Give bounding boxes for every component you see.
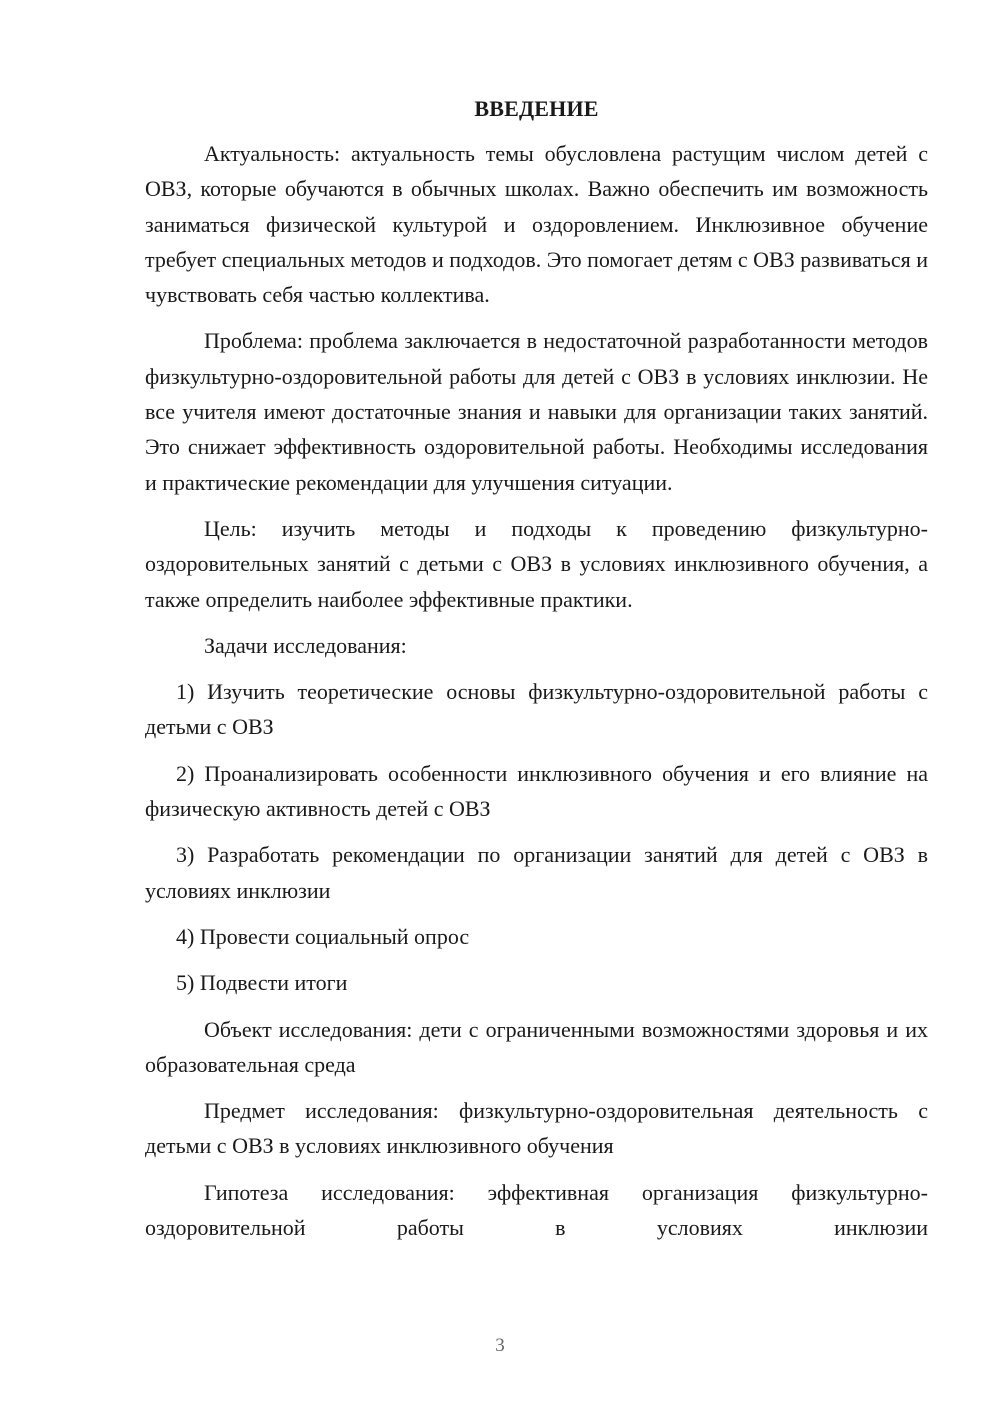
- page-content: [145, 94, 928, 1256]
- paragraph-goal: Цель: изучить методы и подходы к проведению физкультурно-оздоровительных занятий с детьми с ОВЗ в условиях инклюзивного обучения, а также определить наиболее эффективные практики.: [145, 515, 928, 612]
- paragraph-problem: Проблема: проблема заключается в недостаточной разработанности методов физкультурно-оздоровительной работы для детей с ОВЗ в условиях инклюзии. Не все учителя имеют достаточные знания и навыки для организации таких занятий. Это снижает эффективность оздоровительной работы. Необходимы исследования и практические рекомендации для улучшения ситуации.: [145, 328, 928, 495]
- task-item: 5) Подвести итоги: [176, 970, 348, 996]
- section-title: ВВЕДЕНИЕ: [474, 96, 599, 121]
- paragraph-tasks-heading: Задачи исследования:: [204, 632, 407, 658]
- task-item: 3) Разработать рекомендации по организации занятий для детей с ОВЗ в условиях инклюзии: [145, 842, 928, 903]
- paragraph-object: Объект исследования: дети с ограниченными возможностями здоровья и их образовательная среда: [145, 1016, 928, 1077]
- paragraph-hypothesis: Гипотеза исследования: эффективная организация физкультурно-оздоровительной работы в условиях инклюзии: [145, 1179, 928, 1241]
- page-number: 3: [495, 1335, 505, 1356]
- task-item: 2) Проанализировать особенности инклюзивного обучения и его влияние на физическую активность детей с ОВЗ: [145, 760, 928, 822]
- task-item: 1) Изучить теоретические основы физкультурно-оздоровительной работы с детьми с ОВЗ: [145, 679, 928, 740]
- task-item: 4) Провести социальный опрос: [176, 923, 470, 949]
- paragraph-relevance: Актуальность: актуальность темы обусловлена растущим числом детей с ОВЗ, которые обучаются в обычных школах. Важно обеспечить им возможность заниматься физической культурой и оздоровлением. Инклюзивное обучение требует специальных методов и подходов. Это помогает детям с ОВЗ развиваться и чувствовать себя частью коллектива.: [145, 141, 928, 308]
- paragraph-subject: Предмет исследования: физкультурно-оздоровительная деятельность с детьми с ОВЗ в условиях инклюзивного обучения: [145, 1098, 928, 1159]
